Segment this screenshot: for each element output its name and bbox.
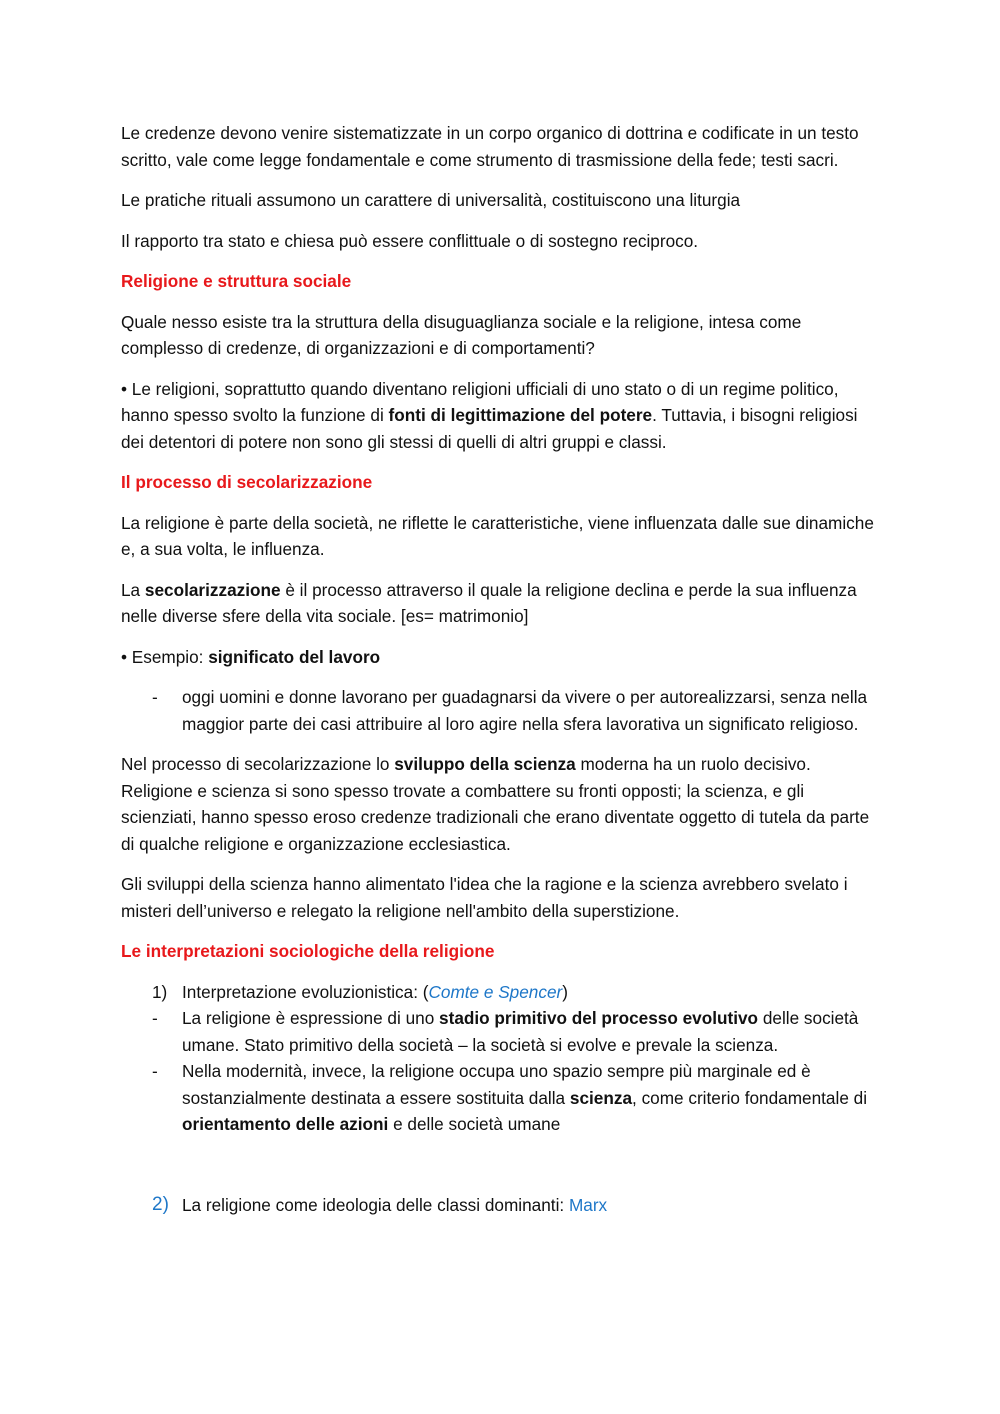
text-segment: • Esempio: bbox=[121, 646, 209, 667]
list-number: 2) bbox=[152, 1193, 169, 1215]
bold-text: fonti di legittimazione del potere bbox=[388, 405, 653, 425]
dash-list-item bbox=[121, 1058, 881, 1138]
text-segment: La religione come ideologia delle classi dominanti: bbox=[182, 1194, 569, 1215]
text-segment: e delle società umane bbox=[388, 1114, 561, 1134]
text-segment: , come criterio fondamentale di bbox=[632, 1087, 868, 1108]
list-number: 1) bbox=[152, 981, 168, 1002]
dash-list-item bbox=[121, 684, 881, 737]
text-segment: Nella modernità, invece, la religione occupa uno spazio sempre più marginale ed è sostanzialmente destinata a essere sostituita dalla bbox=[182, 1061, 811, 1108]
bold-text: scienza bbox=[569, 1087, 633, 1108]
text-segment: Interpretazione evoluzionistica: ( bbox=[182, 981, 429, 1002]
text-segment: oggi uomini e donne lavorano per guadagnarsi da vivere o per autorealizzarsi, senza nella maggior parte dei casi attribuire al loro agire nella sfera lavorativa un significato religioso. bbox=[182, 687, 868, 734]
heading-secolarizzazione: Il processo di secolarizzazione bbox=[121, 472, 373, 492]
authors-text: Comte e Spencer bbox=[428, 981, 563, 1002]
paragraph-nesso: Quale nesso esiste tra la struttura della disuguaglianza sociale e la religione, intesa come complesso di credenze, di organizzazioni e di comportamenti? bbox=[121, 311, 802, 358]
dash-bullet: - bbox=[152, 1008, 158, 1028]
text-segment: . Tuttavia, i bisogni religiosi dei detentori di potere non sono gli stessi di quelli di altri gruppi e classi. bbox=[121, 405, 858, 452]
text-segment: moderna ha un ruolo decisivo. Religione e scienza si sono spesso trovate a combattere su fronti opposti; la scienza, e gli scienziati, hanno spesso eroso credenze tradizionali che erano diventate oggetto di tutela da parte di qualche religione e organizzazione ecclesiastica. bbox=[121, 754, 870, 854]
bold-text: stadio primitivo del processo evolutivo bbox=[439, 1008, 759, 1028]
text-segment: ) bbox=[562, 981, 568, 1002]
numbered-list-item-2 bbox=[121, 1192, 881, 1219]
paragraph-religioni-ufficiali bbox=[121, 376, 881, 456]
text-segment: • Le religioni, soprattutto quando diventano religioni ufficiali di uno stato o di un regime politico, hanno spesso svolto la funzione di bbox=[121, 378, 839, 425]
text-segment: La religione è espressione di uno bbox=[182, 1008, 440, 1028]
bold-text: significato del lavoro bbox=[208, 646, 381, 667]
paragraph-pratiche: Le pratiche rituali assumono un carattere di universalità, costituiscono una liturgia bbox=[121, 190, 741, 210]
author-text: Marx bbox=[568, 1194, 608, 1215]
text-segment: La bbox=[121, 579, 145, 600]
paragraph-definizione-secolarizzazione bbox=[121, 577, 881, 630]
bold-text: sviluppo della scienza bbox=[394, 754, 576, 774]
text-segment: delle società umane. Stato primitivo della società – la società si evolve e prevale la scienza. bbox=[182, 1008, 859, 1055]
dash-bullet: - bbox=[152, 687, 158, 707]
paragraph-sviluppi-scienza: Gli sviluppi della scienza hanno alimentato l'idea che la ragione e la scienza avrebbero svelato i misteri dell’universo e relegato la religione nell'ambito della superstizione. bbox=[121, 874, 848, 921]
text-segment: Nel processo di secolarizzazione lo bbox=[121, 754, 395, 774]
paragraph-credenze: Le credenze devono venire sistematizzate in un corpo organico di dottrina e codificate in un testo scritto, vale come legge fondamentale e come strumento di trasmissione della fede; testi sacri. bbox=[121, 123, 859, 170]
text-segment: è il processo attraverso il quale la religione declina e perde la sua influenza nelle diverse sfere della vita sociale. [es= matrimonio] bbox=[121, 579, 857, 626]
paragraph-sviluppo-scienza bbox=[121, 751, 881, 857]
paragraph-stato-chiesa: Il rapporto tra stato e chiesa può essere conflittuale o di sostegno reciproco. bbox=[121, 230, 699, 251]
document-body bbox=[121, 120, 881, 1218]
spacer bbox=[121, 1138, 881, 1192]
heading-religione-struttura-sociale: Religione e struttura sociale bbox=[121, 271, 352, 291]
heading-interpretazioni-sociologiche: Le interpretazioni sociologiche della religione bbox=[121, 941, 495, 961]
dash-list-item bbox=[121, 1005, 881, 1058]
bold-text: secolarizzazione bbox=[144, 579, 281, 600]
bold-text: orientamento delle azioni bbox=[182, 1114, 389, 1134]
dash-bullet: - bbox=[152, 1061, 158, 1081]
numbered-list-item-1 bbox=[121, 979, 881, 1006]
paragraph-esempio bbox=[121, 644, 881, 671]
paragraph-religione-societa: La religione è parte della società, ne riflette le caratteristiche, viene influenzata dalle sue dinamiche e, a sua volta, le influenza. bbox=[121, 512, 874, 559]
